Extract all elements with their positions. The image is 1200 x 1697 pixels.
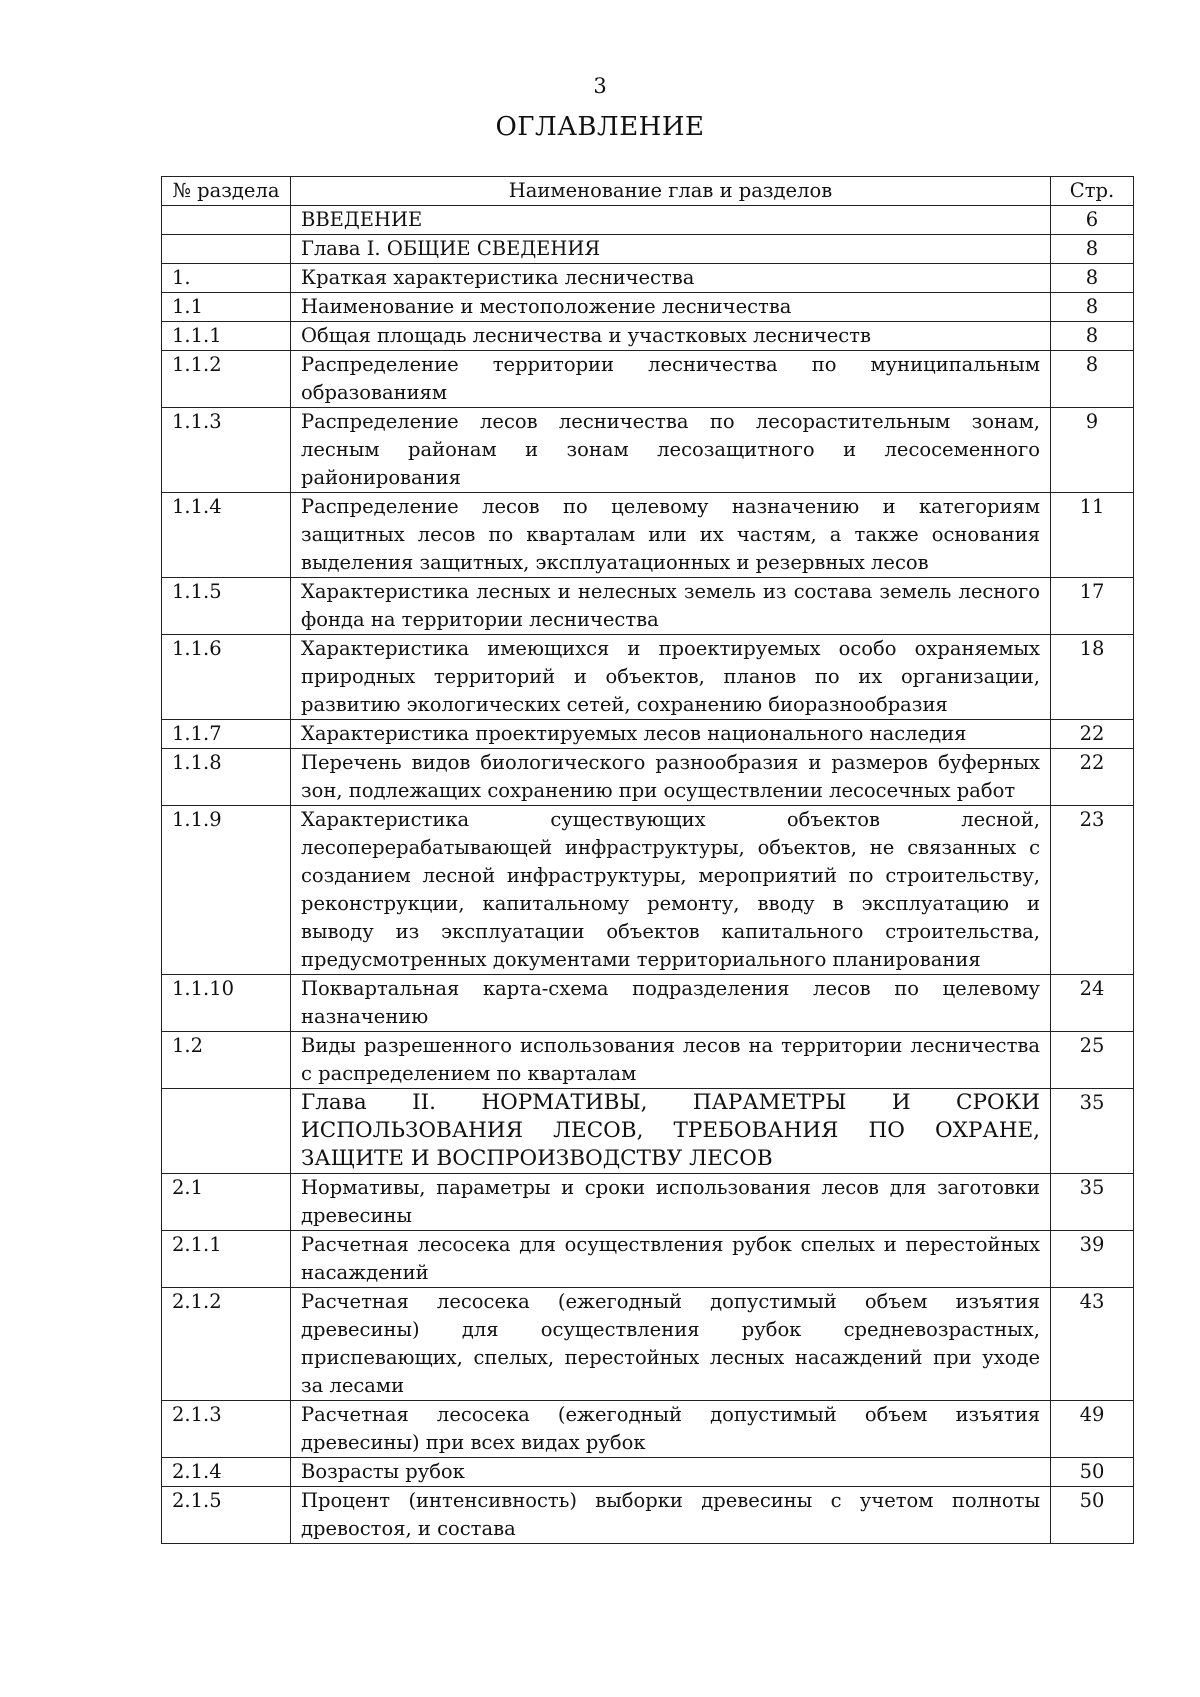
section-number: 1.1.6 — [162, 635, 291, 720]
section-name: Расчетная лесосека для осуществления рубок спелых и перестойных насаждений — [291, 1231, 1051, 1288]
table-row — [162, 975, 1134, 1032]
header-page: Стр. — [1051, 177, 1134, 206]
header-section-number: № раздела — [162, 177, 291, 206]
page-ref: 6 — [1051, 206, 1134, 235]
section-name: Поквартальная карта-схема подразделения лесов по целевому назначению — [291, 975, 1051, 1032]
table-row — [162, 806, 1134, 975]
section-name: Характеристика имеющихся и проектируемых особо охраняемых природных территорий и объектов, планов по их организации, развитию экологических сетей, сохранению биоразнообразия — [291, 635, 1051, 720]
section-name: Характеристика существующих объектов лесной, лесоперерабатывающей инфраструктуры, объектов, не связанных с созданием лесной инфраструктуры, мероприятий по строительству, реконструкции, капитальному ремонту, вводу в эксплуатацию и выводу из эксплуатации объектов капитального строительства, предусмотренных документами территориального планирования — [291, 806, 1051, 975]
page-ref: 22 — [1051, 720, 1134, 749]
section-name: Наименование и местоположение лесничества — [291, 293, 1051, 322]
section-name: Глава I. ОБЩИЕ СВЕДЕНИЯ — [291, 235, 1051, 264]
table-row — [162, 720, 1134, 749]
section-name: Краткая характеристика лесничества — [291, 264, 1051, 293]
table-row — [162, 1288, 1134, 1401]
section-number: 1.1.8 — [162, 749, 291, 806]
table-row — [162, 749, 1134, 806]
section-number: 2.1 — [162, 1174, 291, 1231]
table-row — [162, 206, 1134, 235]
section-name: Характеристика проектируемых лесов национального наследия — [291, 720, 1051, 749]
section-name: Распределение лесов лесничества по лесорастительным зонам, лесным районам и зонам лесозащитного и лесосеменного районирования — [291, 408, 1051, 493]
section-number: 1.1.3 — [162, 408, 291, 493]
page-ref: 8 — [1051, 322, 1134, 351]
toc-table — [161, 176, 1134, 1544]
table-row — [162, 493, 1134, 578]
section-name: Виды разрешенного использования лесов на территории лесничества с распределением по кварталам — [291, 1032, 1051, 1089]
section-number: 1.2 — [162, 1032, 291, 1089]
section-number: 1.1.4 — [162, 493, 291, 578]
table-row — [162, 1487, 1134, 1544]
page-title: ОГЛАВЛЕНИЕ — [495, 112, 705, 142]
table-row — [162, 408, 1134, 493]
page-ref: 8 — [1051, 293, 1134, 322]
table-row — [162, 322, 1134, 351]
page-ref: 17 — [1051, 578, 1134, 635]
table-row — [162, 1089, 1134, 1174]
section-name: Перечень видов биологического разнообразия и размеров буферных зон, подлежащих сохранению при осуществлении лесосечных работ — [291, 749, 1051, 806]
page-ref: 11 — [1051, 493, 1134, 578]
section-number: 2.1.5 — [162, 1487, 291, 1544]
page-ref: 22 — [1051, 749, 1134, 806]
table-row — [162, 1174, 1134, 1231]
section-name: Распределение лесов по целевому назначению и категориям защитных лесов по кварталам или их частям, а также основания выделения защитных, эксплуатационных и резервных лесов — [291, 493, 1051, 578]
section-name: Общая площадь лесничества и участковых лесничеств — [291, 322, 1051, 351]
section-name: Глава II. НОРМАТИВЫ, ПАРАМЕТРЫ И СРОКИ ИСПОЛЬЗОВАНИЯ ЛЕСОВ, ТРЕБОВАНИЯ ПО ОХРАНЕ, ЗАЩИТЕ И ВОСПРОИЗВОДСТВУ ЛЕСОВ — [291, 1089, 1051, 1174]
table-row — [162, 235, 1134, 264]
section-number: 2.1.1 — [162, 1231, 291, 1288]
section-number — [162, 235, 291, 264]
table-row — [162, 635, 1134, 720]
section-name: Нормативы, параметры и сроки использования лесов для заготовки древесины — [291, 1174, 1051, 1231]
table-row — [162, 1231, 1134, 1288]
section-number — [162, 206, 291, 235]
page-ref: 35 — [1051, 1089, 1134, 1174]
page-ref: 8 — [1051, 264, 1134, 293]
section-name: Характеристика лесных и нелесных земель из состава земель лесного фонда на территории лесничества — [291, 578, 1051, 635]
page-ref: 8 — [1051, 235, 1134, 264]
section-name: ВВЕДЕНИЕ — [291, 206, 1051, 235]
section-number: 1.1.5 — [162, 578, 291, 635]
section-number: 1.1.2 — [162, 351, 291, 408]
header-section-name: Наименование глав и разделов — [291, 177, 1051, 206]
section-number: 1. — [162, 264, 291, 293]
page-ref: 8 — [1051, 351, 1134, 408]
page-ref: 50 — [1051, 1458, 1134, 1487]
page-ref: 35 — [1051, 1174, 1134, 1231]
section-number: 2.1.2 — [162, 1288, 291, 1401]
section-number: 1.1.7 — [162, 720, 291, 749]
page-ref: 50 — [1051, 1487, 1134, 1544]
page-ref: 23 — [1051, 806, 1134, 975]
section-number: 1.1.9 — [162, 806, 291, 975]
page-ref: 49 — [1051, 1401, 1134, 1458]
section-number: 1.1 — [162, 293, 291, 322]
section-number: 1.1.1 — [162, 322, 291, 351]
section-number: 2.1.3 — [162, 1401, 291, 1458]
section-name: Расчетная лесосека (ежегодный допустимый объем изъятия древесины) при всех видах рубок — [291, 1401, 1051, 1458]
page-ref: 43 — [1051, 1288, 1134, 1401]
section-name: Процент (интенсивность) выборки древесины с учетом полноты древостоя, и состава — [291, 1487, 1051, 1544]
section-number: 2.1.4 — [162, 1458, 291, 1487]
table-row — [162, 1032, 1134, 1089]
section-name: Расчетная лесосека (ежегодный допустимый объем изъятия древесины) для осуществления рубок средневозрастных, приспевающих, спелых, перестойных лесных насаждений при уходе за лесами — [291, 1288, 1051, 1401]
page-ref: 18 — [1051, 635, 1134, 720]
page-ref: 24 — [1051, 975, 1134, 1032]
table-row — [162, 578, 1134, 635]
table-row — [162, 1458, 1134, 1487]
section-name: Возрасты рубок — [291, 1458, 1051, 1487]
section-number — [162, 1089, 291, 1174]
table-row — [162, 1401, 1134, 1458]
table-row — [162, 264, 1134, 293]
page-ref: 25 — [1051, 1032, 1134, 1089]
page-number: 3 — [593, 74, 607, 98]
table-row — [162, 351, 1134, 408]
page-ref: 9 — [1051, 408, 1134, 493]
section-number: 1.1.10 — [162, 975, 291, 1032]
page-ref: 39 — [1051, 1231, 1134, 1288]
toc-header-row — [162, 177, 1134, 206]
section-name: Распределение территории лесничества по муниципальным образованиям — [291, 351, 1051, 408]
table-row — [162, 293, 1134, 322]
